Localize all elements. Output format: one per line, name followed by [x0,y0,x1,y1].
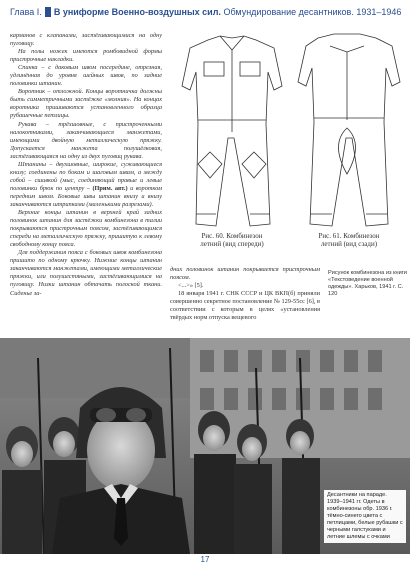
coverall-drawings [170,28,402,260]
photo-caption: Десантники на параде. 1939–1941 гг. Одеты в комбинезоны обр. 1936 г. тёмно-синего цвета с петлицами, белые рубашки с черными галстуками и летние шлемы с очками [324,490,406,543]
left-text-column [10,32,162,332]
paragraph: <...>» [5]. [178,282,204,290]
coverall-front-drawing [182,36,282,226]
caption-line: летний (вид сзади) [320,240,378,248]
paragraph: На полы ножек имеются ромбовидной формы пристрочные накладки. [10,48,162,64]
figure-source-caption: Рисунок комбинезона из книги «Текстоведение военной одежды». Харьков, 1941 г. С. 120 [328,270,407,297]
page-header [0,0,410,24]
chapter-subtitle: Обмундирование десантников. 1931–1946 [223,7,402,17]
paragraph: Для поддержания пояса с боковых швов комбинезона пришито по одному крючку. Нижние концы штанин заканчиваются манжетами, имеющими металлические пряжки, или полушестяными, застёгивающимися на пуговицу. Низки штанин обтачать полоской ткани. Сиденье за- [10,249,162,297]
page-number: 17 [200,555,210,564]
text-run: Штанины – двухшовные, широкие, суживающиеся книзу; соединены по бокам и шаговым швам, а между собой – сшивкой (мыс, соединяющий правые и левые половинки брюк по центру – [10,160,162,192]
paragraph: 18 января 1941 г. СНК СССР и ЦК ВКП(б) приняли совершенно секретное постановление № 129-55сс [6], в соответствии с которым в целях «установления твёрдых норм отпуска вещевого [170,290,320,322]
paragraph: Рукава – трёхшовные, с пристроченными налокотниками, заканчивающиеся манжетами, имеющими двойную металлическую пряжку. Допускается манжета полушёлковая, застёгивающаяся на одну из двух пуговиц рукава. [10,120,162,160]
front-figure-caption [182,232,282,248]
text-run: и воротком передним швом. Боковые швы штанин внизу и внизу заканчиваются штрипками (маленькими разрезами). [10,184,162,208]
caption-line: Рис. 61. Комбинезон [318,232,380,240]
caption-line: Рис. 60. Комбинезон [201,232,263,240]
coverall-figure [170,28,402,260]
paragraph: карманов с клапанами, застёгивающимися на одну пуговицу. [10,32,162,48]
paragraph: Спинка – с даковым швом посередине, отрезная, удлинённая до уровня шейных швов, по задние половинки штанин. [10,64,162,88]
paragraph: дних половинок штанин покрывается пристрочным поясом. [170,266,320,282]
mid-text-column [170,266,320,334]
paragraph: Верхние концы штанин в верхней край задних половинок штанин для застёжки комбинезона в талии покрываются пристрочным поясом, застёгивающимся спереди на металлическую пряжку, пришитую к левому свободному концу пояса. [10,209,162,249]
paragraph [10,161,162,209]
back-figure-caption [298,232,400,248]
chapter-title: В униформе Военно-воздушных сил. [53,7,221,17]
chapter-label: Глава I. [10,7,42,17]
paragraph: Воротник – отложной. Концы воротничка должны быть симметричными застёжке «молния». На концах воротника пришиваются установленного образца рубашечные петлицы. [10,88,162,120]
header-marker [45,7,51,17]
caption-line: летний (вид спереди) [200,240,264,248]
coverall-back-drawing [298,34,400,226]
author-note: (Прим. авт.) [92,184,128,192]
